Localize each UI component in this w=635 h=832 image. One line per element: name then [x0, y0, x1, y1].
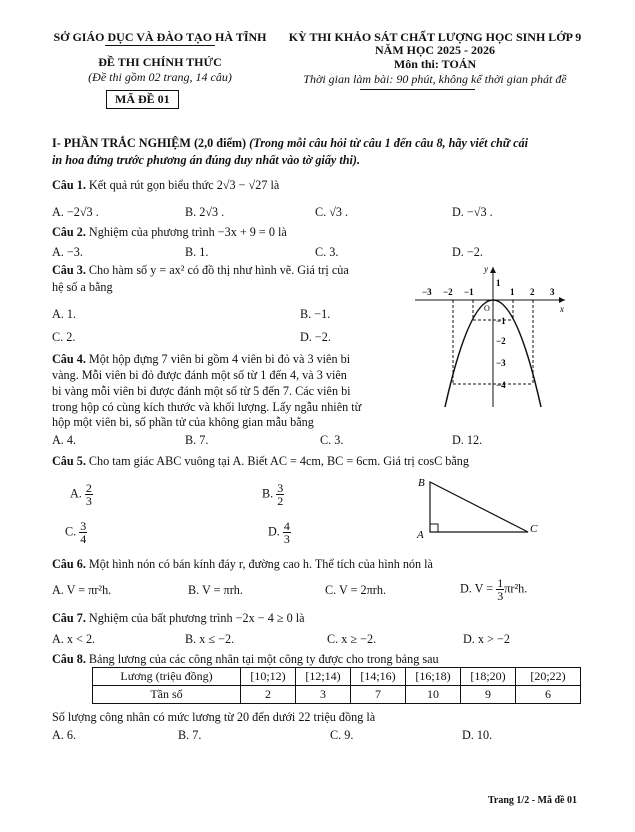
table-cell: 7	[351, 686, 406, 704]
q1-option-a: A. −2√3 .	[52, 205, 99, 219]
subject: Môn thi: TOÁN	[393, 57, 477, 71]
question-1: Câu 1. Kết quả rút gọn biểu thức 2√3 − √27 là	[52, 178, 280, 192]
table-cell: 6	[516, 686, 581, 704]
q6-option-c: C. V = 2πrh.	[325, 583, 386, 597]
triangle-shape	[430, 482, 528, 532]
table-cell: 9	[461, 686, 516, 704]
vertex-c: C	[530, 523, 538, 535]
q4-option-c: C. 3.	[320, 433, 344, 447]
q3-option-b: B. −1.	[300, 307, 331, 321]
section-instruction: in hoa đứng trước phương án đúng duy nhất vào tờ giấy thi).	[52, 153, 361, 167]
question-4-line5: hộp một viên bi, số phần tử của không gian mẫu bằng	[52, 415, 314, 429]
table-cell: 3	[296, 686, 351, 704]
question-4-line3: bi vàng mỗi viên bi được đánh một số từ 5 đến 7. Các viên bi	[52, 384, 351, 398]
q5-option-a: A. $\frac{2}{3}$	[70, 481, 92, 508]
time-limit: Thời gian làm bài: 90 phút, không kể thời gian phát đề	[303, 72, 567, 86]
page-footer: Trang 1/2 - Mã đề 01	[488, 795, 577, 806]
q3-option-d: D. −2.	[300, 330, 331, 344]
q7-option-b: B. x ≤ −2.	[185, 632, 235, 646]
pages-note: (Đề thi gồm 02 trang, 14 câu)	[88, 70, 232, 84]
table-cell: [18;20)	[461, 668, 516, 686]
q7-option-a: A. x < 2.	[52, 632, 96, 646]
table-cell: [10;12)	[241, 668, 296, 686]
question-8-prompt: Số lượng công nhân có mức lương từ 20 đến dưới 22 triệu đồng là	[52, 710, 376, 724]
q2-option-b: B. 1.	[185, 245, 209, 259]
q8-option-c: C. 9.	[330, 728, 354, 742]
question-3: Câu 3. Cho hàm số y = ax² có đồ thị như hình vẽ. Giá trị của	[52, 263, 349, 277]
y-label-minus4: −4	[496, 380, 506, 390]
vertex-b: B	[418, 477, 425, 489]
exam-title: KỲ THI KHẢO SÁT CHẤT LƯỢNG HỌC SINH LỚP 9	[288, 30, 582, 44]
table-header-cell: Lương (triệu đồng)	[93, 668, 241, 686]
exam-code-box	[106, 90, 179, 109]
q3-option-c: C. 2.	[52, 330, 76, 344]
table-cell: 2	[241, 686, 296, 704]
question-5: Câu 5. Cho tam giác ABC vuông tại A. Biết AC = 4cm, BC = 6cm. Giá trị cosC bằng	[52, 454, 469, 468]
school-year: NĂM HỌC 2025 - 2026	[375, 43, 495, 57]
salary-table	[92, 667, 581, 704]
right-angle-mark	[430, 524, 438, 532]
q2-option-d: D. −2.	[452, 245, 483, 259]
q8-option-b: B. 7.	[178, 728, 202, 742]
q1-option-d: D. −√3 .	[452, 205, 493, 219]
header-underline-right	[360, 89, 475, 90]
y-label-minus2: −2	[496, 336, 506, 346]
q1-option-b: B. 2√3 .	[185, 205, 225, 219]
question-4: Câu 4. Một hộp đựng 7 viên bi gồm 4 viên bi đỏ và 3 viên bi	[52, 352, 351, 366]
q7-option-c: C. x ≥ −2.	[327, 632, 377, 646]
y-axis-label: y	[484, 264, 488, 274]
q5-option-b: B. $\frac{3}{2}$	[262, 481, 284, 508]
question-7: Câu 7. Nghiệm của bất phương trình −2x − 4 ≥ 0 là	[52, 611, 305, 625]
x-label-2: 2	[530, 287, 535, 297]
q4-option-b: B. 7.	[185, 433, 209, 447]
table-cell: [12;14)	[296, 668, 351, 686]
x-label-minus1: −1	[464, 287, 474, 297]
q4-option-d: D. 12.	[452, 433, 483, 447]
q6-option-a: A. V = πr²h.	[52, 583, 112, 597]
question-2: Câu 2. Nghiệm của phương trình −3x + 9 = 0 là	[52, 225, 287, 239]
table-cell: 10	[406, 686, 461, 704]
table-cell: [16;18)	[406, 668, 461, 686]
x-label-minus3: −3	[422, 287, 432, 297]
q2-option-c: C. 3.	[315, 245, 339, 259]
y-axis-arrow	[490, 267, 496, 273]
question-4-line4: trong hộp có cùng kích thước và khối lượng. Lấy ngẫu nhiên từ	[52, 400, 362, 414]
parabola-graph	[410, 262, 570, 412]
table-cell: [20;22)	[516, 668, 581, 686]
table-row	[93, 668, 581, 686]
q3-option-a: A. 1.	[52, 307, 77, 321]
q1-option-c: C. √3 .	[315, 205, 349, 219]
question-8: Câu 8. Bảng lương của các công nhân tại một công ty được cho trong bảng sau	[52, 652, 439, 666]
header-underline-left	[105, 45, 215, 46]
question-4-line2: vàng. Mỗi viên bi đỏ được đánh một số từ 1 đến 4, và 3 viên	[52, 368, 347, 382]
origin-label: O	[484, 304, 490, 313]
q2-option-a: A. −3.	[52, 245, 83, 259]
q7-option-d: D. x > −2	[463, 632, 510, 646]
x-label-3: 3	[550, 287, 555, 297]
q8-option-d: D. 10.	[462, 728, 493, 742]
table-row	[93, 686, 581, 704]
q8-option-a: A. 6.	[52, 728, 77, 742]
y-label-1: 1	[496, 278, 501, 288]
question-3-cont: hệ số a bằng	[52, 280, 113, 294]
vertex-a: A	[417, 529, 424, 541]
triangle-abc	[410, 474, 550, 544]
table-cell: [14;16)	[351, 668, 406, 686]
q6-option-b: B. V = πrh.	[188, 583, 243, 597]
q5-option-c: C. $\frac{3}{4}$	[65, 519, 87, 546]
x-axis-label: x	[560, 304, 564, 314]
x-axis-arrow	[559, 297, 565, 303]
question-6: Câu 6. Một hình nón có bán kính đáy r, đường cao h. Thể tích của hình nón là	[52, 557, 433, 571]
q5-option-d: D. $\frac{4}{3}$	[268, 519, 290, 546]
q4-option-a: A. 4.	[52, 433, 77, 447]
section-heading: I- PHẦN TRẮC NGHIỆM (2,0 điểm) (Trong mỗi câu hỏi từ câu 1 đến câu 8, hãy viết chữ cái	[52, 136, 529, 150]
y-label-minus3: −3	[496, 358, 506, 368]
official-label: ĐỀ THI CHÍNH THỨC	[98, 55, 222, 69]
y-label-minus1: −1	[496, 316, 506, 326]
x-label-minus2: −2	[443, 287, 453, 297]
exam-code: MÃ ĐỀ 01	[115, 92, 170, 106]
q6-option-d: D. V = $\frac{1}{3}$ πr²h.	[460, 576, 528, 603]
table-header-cell: Tần số	[93, 686, 241, 704]
x-label-1: 1	[510, 287, 515, 297]
department: SỞ GIÁO DỤC VÀ ĐÀO TẠO HÀ TĨNH	[53, 30, 267, 44]
